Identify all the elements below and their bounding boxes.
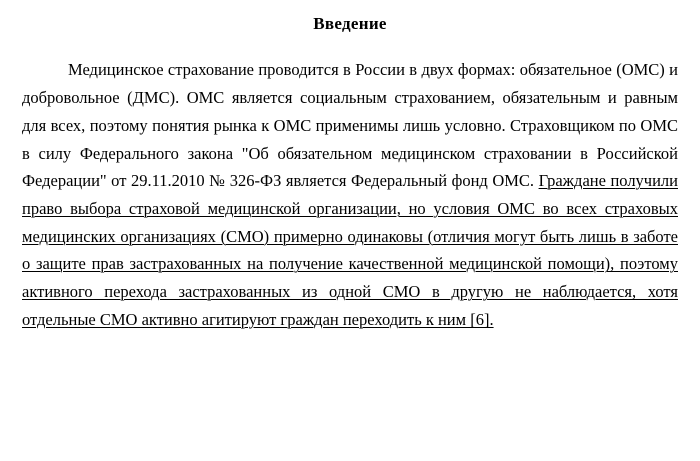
document-body <box>22 56 678 333</box>
paragraph-plain-text: Медицинское страхование проводится в России в двух формах: обязательное (ОМС) и добровольное (ДМС). ОМС является социальным страхованием, обязательным и равным для всех, поэтому понятия рынка к ОМС применимы лишь условно. Страховщиком по ОМС в силу Федерального закона "Об обязательном медицинском страховании в Российской Федерации" от 29.11.2010 № 326-ФЗ является Федеральный фонд ОМС. <box>22 60 678 191</box>
page-title: Введение <box>313 14 387 33</box>
paragraph-introduction <box>22 56 678 333</box>
paragraph-underlined-text: Граждане получили право выбора страховой медицинской организации, но условия ОМС во всех страховых медицинских организациях (СМО) примерно одинаковы (отличия могут быть лишь в заботе о защите прав застрахованных на получение качественной медицинской помощи), поэтому активного перехода застрахованных из одной СМО в другую не наблюдается, хотя отдельные СМО активно агитируют граждан переходить к ним [6]. <box>22 171 678 329</box>
